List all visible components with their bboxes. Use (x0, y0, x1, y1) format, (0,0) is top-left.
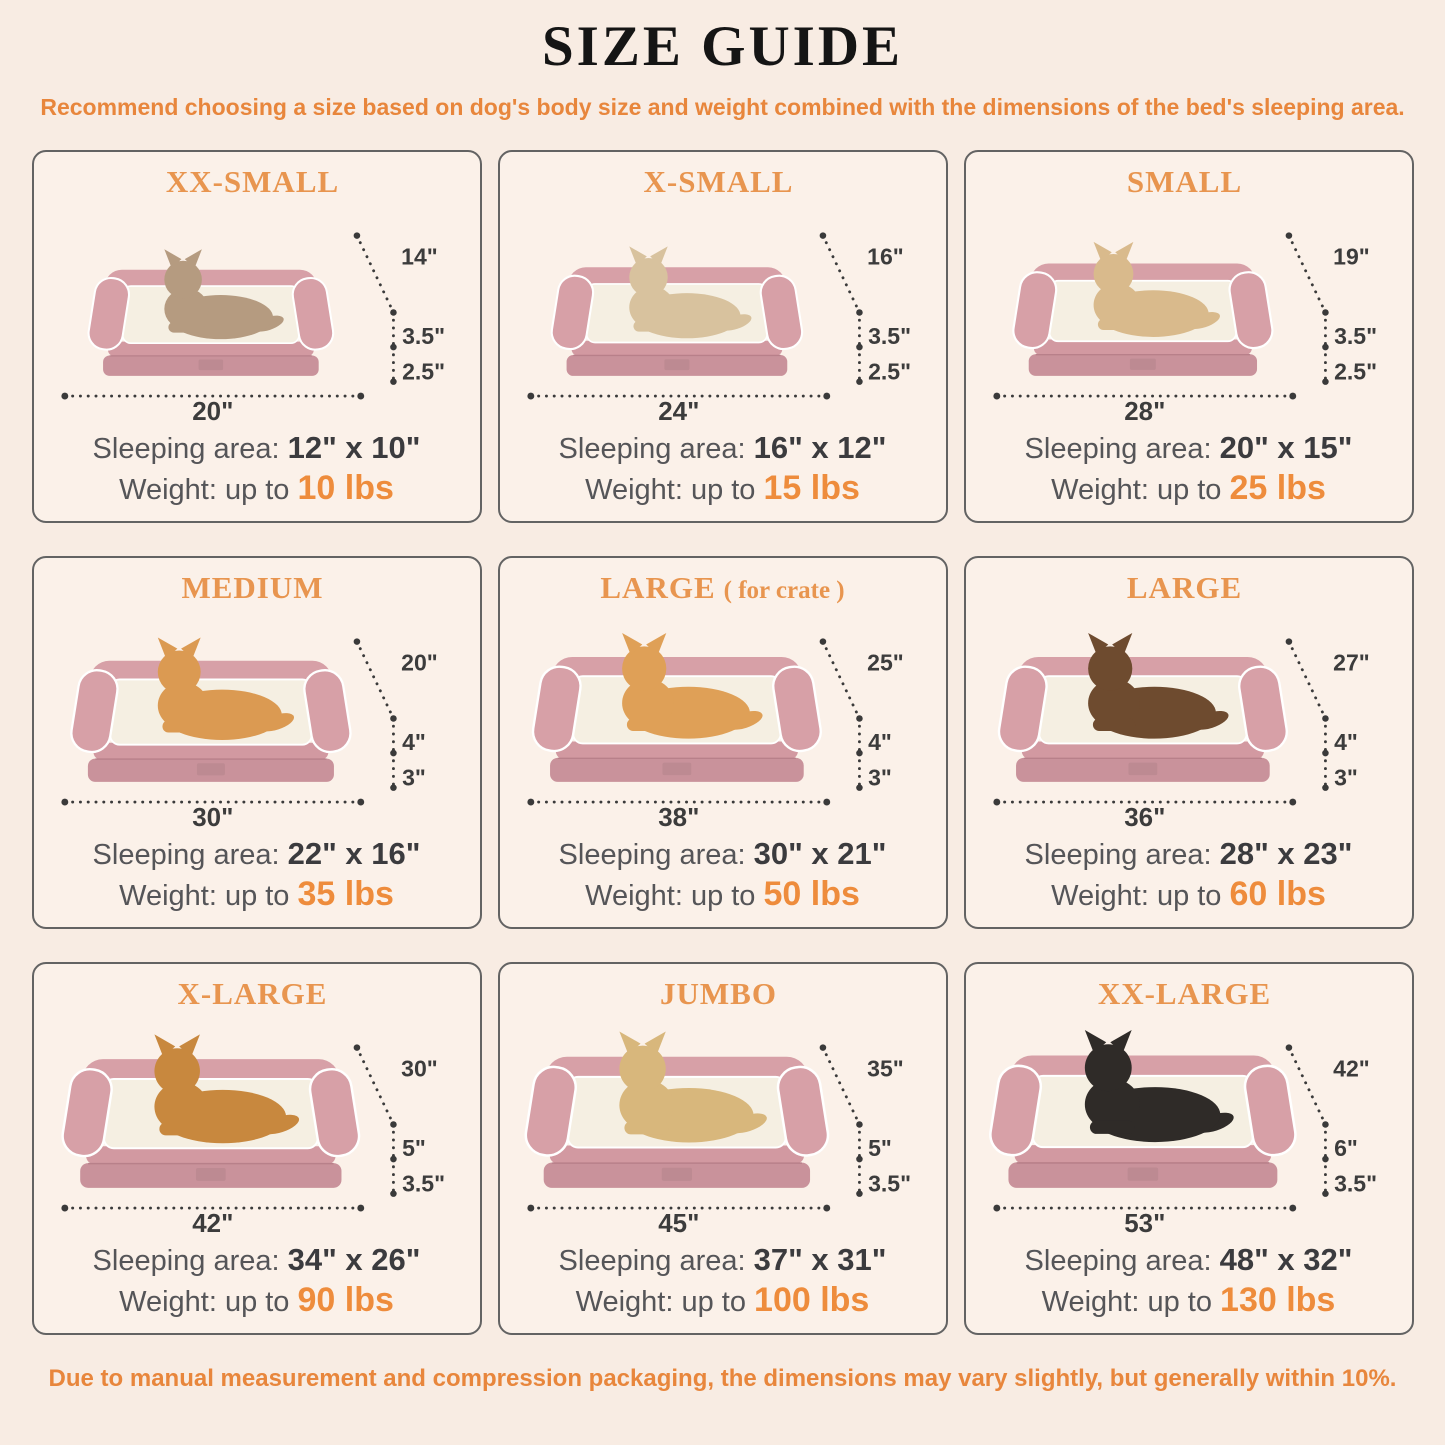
dimension-endpoint-dot (1285, 638, 1292, 645)
dimension-endpoint-dot (390, 750, 397, 757)
weight-value: 35 lbs (297, 875, 394, 913)
weight-line (585, 469, 860, 508)
size-card (964, 556, 1414, 929)
dog-paws (1092, 718, 1134, 730)
size-card (964, 150, 1414, 523)
page-subtitle: Recommend choosing a size based on dog's body size and weight combined with the dimensions of the bed's sleeping area. (40, 94, 1405, 120)
dog-bed-graphic (59, 1034, 361, 1187)
size-card (964, 962, 1414, 1335)
size-name: JUMBO (660, 976, 777, 1011)
size-card (498, 556, 948, 929)
dimension-endpoint-dot (390, 1156, 397, 1163)
dog-paws (626, 718, 668, 730)
sleeping-area-value: 37" x 31" (753, 1242, 887, 1277)
size-name: MEDIUM (181, 570, 324, 605)
dimension-endpoint-dot (1322, 378, 1329, 385)
dimension-endpoint-dot (819, 232, 826, 239)
weight-label: Weight: up to (1051, 474, 1222, 506)
bed-illustration (502, 201, 944, 422)
sleeping-area-value: 22" x 16" (287, 836, 421, 871)
sleeping-area-line (1025, 430, 1353, 466)
dimension-endpoint-dot (390, 715, 397, 722)
diagonal-dimension-line (1288, 1048, 1325, 1125)
dimension-endpoint-dot (390, 344, 397, 351)
dimension-endpoint-dot (1285, 1044, 1292, 1051)
diagonal-dimension-label: 42" (1332, 1055, 1370, 1082)
diagonal-dimension-label: 19" (1332, 243, 1370, 270)
width-dimension-label: 38" (657, 804, 699, 828)
dimension-endpoint-dot (856, 715, 863, 722)
size-card (498, 962, 948, 1335)
bed-label-tag (662, 763, 691, 775)
sleeping-area-label: Sleeping area: (92, 839, 280, 871)
lower-height-dimension-label: 2.5" (1333, 358, 1377, 385)
size-card (498, 150, 948, 523)
weight-line (1051, 875, 1326, 914)
sleeping-area-label: Sleeping area: (1024, 1245, 1212, 1277)
sleeping-area-line (93, 1242, 421, 1278)
dimension-endpoint-dot (353, 638, 360, 645)
dog-head (1093, 254, 1133, 294)
upper-height-dimension-label: 4" (1333, 729, 1358, 756)
weight-line (119, 469, 394, 508)
dog-head (1084, 1044, 1131, 1091)
dimension-endpoint-dot (357, 799, 364, 806)
sleeping-area-value: 16" x 12" (753, 430, 887, 465)
dimension-endpoint-dot (390, 784, 397, 791)
dog-paws (159, 1123, 203, 1136)
upper-height-dimension-label: 5" (867, 1135, 892, 1162)
weight-line (119, 875, 394, 914)
bed-illustration (968, 1013, 1410, 1234)
bed-label-tag (1127, 1168, 1158, 1181)
weight-label: Weight: up to (1051, 880, 1222, 912)
diagonal-dimension-line (1288, 642, 1325, 719)
dimension-endpoint-dot (353, 232, 360, 239)
sleeping-area-label: Sleeping area: (1024, 433, 1212, 465)
dimension-endpoint-dot (819, 638, 826, 645)
weight-value: 25 lbs (1229, 469, 1326, 507)
bed-label-tag (195, 1168, 225, 1181)
diagonal-dimension-line (356, 1048, 393, 1125)
lower-height-dimension-label: 3.5" (867, 1170, 911, 1197)
lower-height-dimension-label: 3.5" (401, 1170, 445, 1197)
dimension-endpoint-dot (1322, 715, 1329, 722)
dimension-endpoint-dot (856, 378, 863, 385)
sleeping-area-label: Sleeping area: (558, 1245, 746, 1277)
size-card (32, 962, 482, 1335)
dimension-endpoint-dot (1289, 799, 1296, 806)
weight-value: 130 lbs (1220, 1281, 1336, 1319)
dimension-endpoint-dot (856, 344, 863, 351)
size-name: XX-LARGE (1097, 976, 1272, 1011)
width-dimension-label: 36" (1123, 804, 1165, 828)
page-title: SIZE GUIDE (541, 15, 904, 78)
upper-height-dimension-label: 5" (401, 1135, 426, 1162)
dimension-endpoint-dot (823, 1205, 830, 1212)
bed-illustration (36, 1013, 478, 1234)
diagonal-dimension-label: 30" (400, 1055, 438, 1082)
dimension-endpoint-dot (61, 799, 68, 806)
sleeping-area-line (559, 430, 887, 466)
lower-height-dimension-label: 3.5" (1333, 1170, 1377, 1197)
width-dimension-label: 53" (1123, 1210, 1165, 1234)
diagonal-dimension-label: 14" (400, 243, 438, 270)
dimension-endpoint-dot (856, 750, 863, 757)
width-dimension-label: 28" (1123, 398, 1165, 422)
diagonal-dimension-line (822, 1048, 859, 1125)
sleeping-area-label: Sleeping area: (558, 839, 746, 871)
weight-value: 50 lbs (763, 875, 860, 913)
dimension-endpoint-dot (823, 799, 830, 806)
dimension-endpoint-dot (353, 1044, 360, 1051)
weight-label: Weight: up to (119, 474, 290, 506)
weight-label: Weight: up to (585, 474, 756, 506)
sleeping-area-line (1025, 1242, 1353, 1278)
dog-bed-graphic (68, 637, 353, 781)
sleeping-area-label: Sleeping area: (1024, 839, 1212, 871)
dimension-endpoint-dot (390, 1121, 397, 1128)
upper-height-dimension-label: 3.5" (867, 323, 911, 350)
size-suffix: ( for crate ) (723, 577, 845, 604)
dog-head (629, 258, 667, 296)
weight-line (1042, 1281, 1336, 1320)
dog-paws (633, 321, 670, 332)
sleeping-area-line (559, 836, 887, 872)
dimension-endpoint-dot (856, 1190, 863, 1197)
weight-label: Weight: up to (585, 880, 756, 912)
upper-height-dimension-label: 4" (401, 729, 426, 756)
lower-height-dimension-label: 2.5" (867, 358, 911, 385)
weight-label: Weight: up to (119, 1286, 290, 1318)
weight-line (585, 875, 860, 914)
bed-illustration (502, 607, 944, 828)
dog-bed-graphic (530, 633, 823, 782)
size-name: SMALL (1126, 164, 1243, 199)
upper-height-dimension-label: 3.5" (1333, 323, 1377, 350)
dimension-endpoint-dot (527, 1205, 534, 1212)
dimension-endpoint-dot (357, 393, 364, 400)
dimension-endpoint-dot (993, 799, 1000, 806)
diagonal-dimension-line (1288, 236, 1325, 313)
dog-bed-graphic (522, 1031, 830, 1187)
dimension-endpoint-dot (61, 393, 68, 400)
diagonal-dimension-label: 20" (400, 649, 438, 676)
weight-value: 60 lbs (1229, 875, 1326, 913)
sleeping-area-value: 20" x 15" (1219, 430, 1353, 465)
dimension-endpoint-dot (1285, 232, 1292, 239)
weight-line (1051, 469, 1326, 508)
dimension-endpoint-dot (1322, 344, 1329, 351)
sleeping-area-label: Sleeping area: (92, 433, 280, 465)
sleeping-area-line (1025, 836, 1353, 872)
bed-label-tag (198, 360, 223, 371)
dog-bed-graphic (86, 249, 335, 376)
upper-height-dimension-label: 3.5" (401, 323, 445, 350)
dimension-endpoint-dot (390, 309, 397, 316)
dimension-endpoint-dot (1322, 1121, 1329, 1128)
sleeping-area-line (93, 430, 421, 466)
dog-paws (1089, 1121, 1134, 1134)
sleeping-area-value: 34" x 26" (287, 1242, 421, 1277)
bed-illustration (502, 1013, 944, 1234)
weight-value: 90 lbs (297, 1281, 394, 1319)
bed-illustration (968, 607, 1410, 828)
weight-label: Weight: up to (1041, 1286, 1212, 1318)
dog-head (157, 650, 200, 693)
dimension-endpoint-dot (527, 393, 534, 400)
bed-illustration (36, 607, 478, 828)
weight-line (119, 1281, 394, 1320)
size-card (32, 150, 482, 523)
diagonal-dimension-line (822, 642, 859, 719)
weight-value: 10 lbs (297, 469, 394, 507)
dimension-endpoint-dot (390, 1190, 397, 1197)
size-name: LARGE (1126, 570, 1243, 605)
dimension-endpoint-dot (856, 1156, 863, 1163)
sleeping-area-label: Sleeping area: (558, 433, 746, 465)
lower-height-dimension-label: 2.5" (401, 358, 445, 385)
lower-height-dimension-label: 3" (867, 764, 892, 791)
sleeping-area-line (93, 836, 421, 872)
weight-label: Weight: up to (575, 1286, 746, 1318)
size-name: LARGE (600, 570, 716, 605)
size-card-title (166, 164, 347, 200)
dog-bed-graphic (549, 246, 804, 376)
weight-label: Weight: up to (119, 880, 290, 912)
dimension-endpoint-dot (1289, 1205, 1296, 1212)
size-card-title (644, 164, 802, 200)
weight-value: 15 lbs (763, 469, 860, 507)
dog-head (1088, 646, 1132, 690)
dimension-endpoint-dot (527, 799, 534, 806)
sleeping-area-value: 28" x 23" (1219, 836, 1353, 871)
diagonal-dimension-label: 35" (866, 1055, 904, 1082)
sleeping-area-value: 48" x 32" (1219, 1242, 1353, 1277)
dimension-endpoint-dot (993, 393, 1000, 400)
dimension-endpoint-dot (993, 1205, 1000, 1212)
dog-bed-graphic (1010, 242, 1274, 376)
dimension-endpoint-dot (390, 378, 397, 385)
dog-head (619, 1046, 665, 1092)
dog-bed-graphic (987, 1030, 1298, 1188)
sleeping-area-line (559, 1242, 887, 1278)
size-name: XX-SMALL (165, 164, 340, 199)
size-card-title (1127, 570, 1250, 606)
lower-height-dimension-label: 3" (401, 764, 426, 791)
size-name: X-LARGE (177, 976, 328, 1011)
width-dimension-label: 45" (657, 1210, 699, 1234)
dog-bed-graphic (996, 633, 1289, 782)
dimension-endpoint-dot (1322, 1190, 1329, 1197)
size-cards-grid (0, 150, 1445, 1335)
diagonal-dimension-line (356, 236, 393, 313)
width-dimension-label: 24" (657, 398, 699, 422)
upper-height-dimension-label: 6" (1333, 1135, 1358, 1162)
diagonal-dimension-line (356, 642, 393, 719)
diagonal-dimension-line (822, 236, 859, 313)
size-name: X-SMALL (643, 164, 794, 199)
weight-value: 100 lbs (754, 1281, 870, 1319)
bed-label-tag (1129, 359, 1155, 370)
sleeping-area-label: Sleeping area: (92, 1245, 280, 1277)
sleeping-area-value: 30" x 21" (753, 836, 887, 871)
sleeping-area-value: 12" x 10" (287, 430, 421, 465)
diagonal-dimension-label: 27" (1332, 649, 1370, 676)
size-card-title (1127, 164, 1250, 200)
lower-height-dimension-label: 3" (1333, 764, 1358, 791)
disclaimer-note: Due to manual measurement and compression packaging, the dimensions may vary slightly, but generally within 10%. (48, 1365, 1397, 1392)
dimension-endpoint-dot (1289, 393, 1296, 400)
dimension-endpoint-dot (856, 784, 863, 791)
diagonal-dimension-label: 16" (866, 243, 904, 270)
size-card-title (181, 570, 331, 606)
dimension-endpoint-dot (1322, 309, 1329, 316)
width-dimension-label: 20" (191, 398, 233, 422)
dog-head (164, 261, 202, 299)
dimension-endpoint-dot (856, 1121, 863, 1128)
dimension-endpoint-dot (1322, 750, 1329, 757)
upper-height-dimension-label: 4" (867, 729, 892, 756)
bed-label-tag (661, 1168, 691, 1181)
dimension-endpoint-dot (823, 393, 830, 400)
dimension-endpoint-dot (856, 309, 863, 316)
dog-paws (162, 720, 203, 732)
dog-head (622, 646, 666, 690)
size-card-title (600, 570, 844, 606)
bed-label-tag (664, 359, 689, 370)
diagonal-dimension-label: 25" (866, 649, 904, 676)
width-dimension-label: 42" (191, 1210, 233, 1234)
bed-illustration (36, 201, 478, 422)
dog-head (154, 1048, 200, 1094)
dimension-endpoint-dot (1322, 784, 1329, 791)
size-card-title (178, 976, 336, 1012)
dog-paws (168, 322, 204, 333)
size-card-title (1098, 976, 1279, 1012)
dimension-endpoint-dot (819, 1044, 826, 1051)
size-card-title (660, 976, 785, 1012)
size-card (32, 556, 482, 929)
dimension-endpoint-dot (61, 1205, 68, 1212)
dog-paws (1097, 319, 1135, 330)
dog-paws (624, 1121, 668, 1134)
weight-line (576, 1281, 870, 1320)
bed-label-tag (1128, 763, 1157, 775)
bed-illustration (968, 201, 1410, 422)
dimension-endpoint-dot (357, 1205, 364, 1212)
bed-label-tag (196, 763, 224, 775)
width-dimension-label: 30" (191, 804, 233, 828)
dimension-endpoint-dot (1322, 1156, 1329, 1163)
